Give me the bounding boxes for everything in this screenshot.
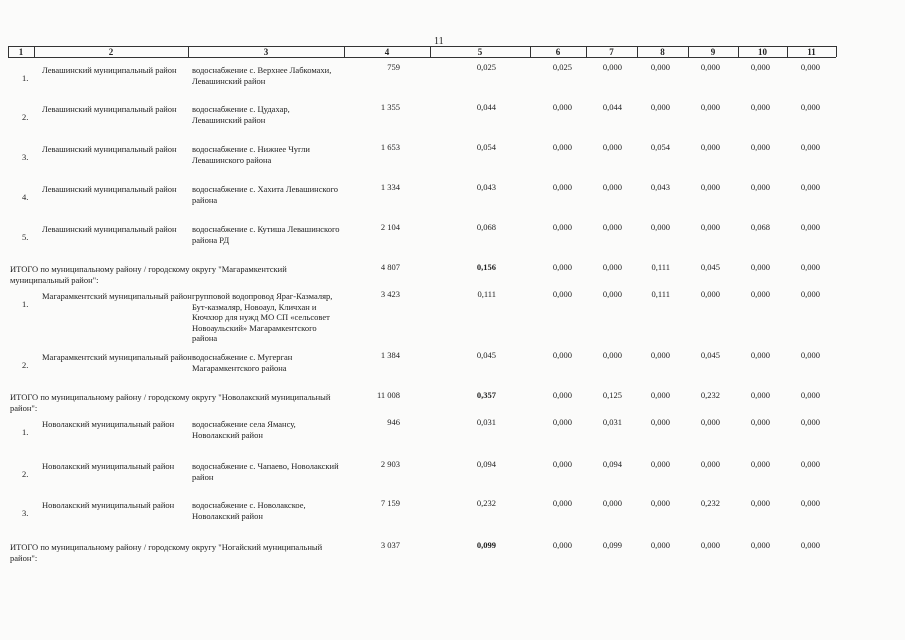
- value-cell-col8: 0,000: [650, 102, 670, 112]
- value-cell-col9: 0,000: [700, 222, 720, 232]
- value-cell-col10: 0,000: [750, 459, 770, 469]
- value-cell-col6: 0,000: [552, 182, 572, 192]
- column-header: 5: [477, 47, 483, 57]
- object-description-line: района: [192, 333, 218, 343]
- object-description-line: Магарамкентского района: [192, 362, 287, 373]
- value-cell-col8: 0,043: [650, 182, 670, 192]
- value-cell-col6: 0,000: [552, 262, 572, 272]
- value-cell-col7: 0,000: [602, 350, 622, 360]
- object-description-line: Новоаульский» Магарамкентского: [192, 322, 317, 333]
- value-cell-col9: 0,000: [700, 62, 720, 72]
- value-cell-col7: 0,000: [602, 262, 622, 272]
- district-total-label: [10, 264, 355, 285]
- district-name: Магарамкентский муниципальный район: [42, 352, 192, 362]
- value-cell-col9: 0,000: [700, 182, 720, 192]
- value-cell-col7: 0,031: [602, 417, 622, 427]
- value-cell-col5: 0,045: [476, 350, 496, 360]
- value-cell-col4: 2 903: [380, 459, 400, 469]
- row-number: 5.: [22, 232, 29, 242]
- value-cell-col9: 0,000: [700, 289, 720, 299]
- value-cell-col6: 0,000: [552, 289, 572, 299]
- value-cell-col8: 0,000: [650, 540, 670, 550]
- value-cell-col10: 0,000: [750, 182, 770, 192]
- value-cell-col11: 0,000: [800, 262, 820, 272]
- value-cell-col7: 0,000: [602, 182, 622, 192]
- value-cell-col5: 0,054: [476, 142, 496, 152]
- object-description: [192, 144, 352, 165]
- value-cell-col4: 2 104: [380, 222, 400, 232]
- value-cell-col8: 0,000: [650, 417, 670, 427]
- object-description: [192, 461, 352, 482]
- value-cell-col9: 0,232: [700, 390, 720, 400]
- value-cell-col7: 0,000: [602, 289, 622, 299]
- value-cell-col11: 0,000: [800, 62, 820, 72]
- object-description-line: водоснабжение с. Верхнее Лабкомахи,: [192, 65, 332, 75]
- object-description-line: водоснабжение с. Чапаево, Новолакский: [192, 461, 339, 471]
- column-header: 3: [263, 47, 269, 57]
- value-cell-col7: 0,125: [602, 390, 622, 400]
- value-cell-col8: 0,000: [650, 222, 670, 232]
- object-description-line: водоснабжение с. Новолакское,: [192, 500, 306, 510]
- value-cell-col11: 0,000: [800, 417, 820, 427]
- value-cell-col7: 0,000: [602, 62, 622, 72]
- value-cell-col9: 0,045: [700, 262, 720, 272]
- value-cell-col8: 0,000: [650, 498, 670, 508]
- row-number: 2.: [22, 360, 29, 370]
- object-description: [192, 352, 352, 373]
- object-description-line: Новолакский район: [192, 429, 263, 440]
- value-cell-col6: 0,000: [552, 459, 572, 469]
- value-cell-col4: 1 384: [380, 350, 400, 360]
- value-cell-col6: 0,000: [552, 498, 572, 508]
- value-cell-col5: 0,094: [476, 459, 496, 469]
- district-name: Левашинский муниципальный район: [42, 104, 177, 114]
- column-header: 2: [108, 47, 114, 57]
- value-cell-col11: 0,000: [800, 498, 820, 508]
- value-cell-col5: 0,111: [477, 289, 496, 299]
- district-total-label: [10, 392, 355, 413]
- object-description: [192, 104, 352, 125]
- row-number: 2.: [22, 469, 29, 479]
- value-cell-col7: 0,000: [602, 498, 622, 508]
- value-cell-col10: 0,000: [750, 262, 770, 272]
- district-name: Левашинский муниципальный район: [42, 224, 177, 234]
- value-cell-col11: 0,000: [800, 390, 820, 400]
- value-cell-col8: 0,000: [650, 350, 670, 360]
- object-description-line: района РД: [192, 234, 230, 245]
- value-cell-col5: 0,099: [476, 540, 496, 550]
- object-description-line: водоснабжение с. Цудахар,: [192, 104, 290, 114]
- district-name: Новолакский муниципальный район: [42, 461, 175, 471]
- district-name: Левашинский муниципальный район: [42, 65, 177, 75]
- row-number: 3.: [22, 508, 29, 518]
- value-cell-col4: 1 334: [380, 182, 400, 192]
- value-cell-col5: 0,156: [476, 262, 496, 272]
- value-cell-col4: 7 159: [380, 498, 400, 508]
- object-description: [192, 65, 352, 86]
- district-name: Левашинский муниципальный район: [42, 184, 177, 194]
- column-header: 9: [710, 47, 716, 57]
- value-cell-col5: 0,068: [476, 222, 496, 232]
- value-cell-col10: 0,000: [750, 417, 770, 427]
- value-cell-col11: 0,000: [800, 142, 820, 152]
- object-description-line: водоснабжение с. Мугерган: [192, 352, 293, 362]
- value-cell-col11: 0,000: [800, 459, 820, 469]
- object-description-line: водоснабжение с. Нижнее Чугли: [192, 144, 310, 154]
- column-header: 1: [18, 47, 24, 57]
- object-description-line: водоснабжение села Ямансу,: [192, 419, 296, 429]
- row-number: 4.: [22, 192, 29, 202]
- value-cell-col10: 0,068: [750, 222, 770, 232]
- value-cell-col5: 0,031: [476, 417, 496, 427]
- value-cell-col9: 0,000: [700, 417, 720, 427]
- row-number: 1.: [22, 73, 29, 83]
- column-header: 8: [660, 47, 665, 57]
- value-cell-col4: 759: [387, 62, 400, 72]
- value-cell-col4: 1 653: [380, 142, 400, 152]
- object-description: [192, 184, 352, 205]
- value-cell-col8: 0,000: [650, 459, 670, 469]
- value-cell-col10: 0,000: [750, 62, 770, 72]
- value-cell-col4: 11 008: [376, 390, 400, 400]
- value-cell-col6: 0,000: [552, 540, 572, 550]
- district-total-label-line: район":: [10, 552, 38, 563]
- object-description-line: район: [192, 471, 214, 482]
- value-cell-col6: 0,000: [552, 102, 572, 112]
- object-description: [192, 291, 352, 344]
- page-number: 11: [434, 36, 444, 47]
- value-cell-col11: 0,000: [800, 540, 820, 550]
- value-cell-col8: 0,054: [650, 142, 670, 152]
- value-cell-col9: 0,000: [700, 102, 720, 112]
- value-cell-col6: 0,000: [552, 142, 572, 152]
- value-cell-col5: 0,043: [476, 182, 496, 192]
- value-cell-col11: 0,000: [800, 102, 820, 112]
- value-cell-col8: 0,111: [651, 262, 670, 272]
- column-header: 10: [758, 47, 767, 57]
- value-cell-col10: 0,000: [750, 102, 770, 112]
- object-description-line: Новолакский район: [192, 510, 263, 521]
- value-cell-col6: 0,025: [552, 62, 572, 72]
- value-cell-col8: 0,111: [651, 289, 670, 299]
- value-cell-col5: 0,232: [476, 498, 496, 508]
- district-total-label: [10, 542, 355, 563]
- value-cell-col4: 3 423: [380, 289, 400, 299]
- value-cell-col7: 0,000: [602, 222, 622, 232]
- value-cell-col7: 0,094: [602, 459, 622, 469]
- value-cell-col10: 0,000: [750, 498, 770, 508]
- value-cell-col8: 0,000: [650, 390, 670, 400]
- value-cell-col11: 0,000: [800, 182, 820, 192]
- district-name: Магарамкентский муниципальный район: [42, 291, 192, 301]
- value-cell-col4: 946: [387, 417, 400, 427]
- value-cell-col10: 0,000: [750, 350, 770, 360]
- header-column-divider: [836, 46, 837, 57]
- value-cell-col7: 0,099: [602, 540, 622, 550]
- value-cell-col8: 0,000: [650, 62, 670, 72]
- value-cell-col9: 0,000: [700, 540, 720, 550]
- district-total-label-line: ИТОГО по муниципальному району / городскому округу "Ногайский муниципальный: [10, 542, 323, 552]
- object-description-line: Левашинский район: [192, 114, 266, 125]
- value-cell-col10: 0,000: [750, 142, 770, 152]
- value-cell-col5: 0,025: [476, 62, 496, 72]
- value-cell-col4: 1 355: [380, 102, 400, 112]
- column-header: 11: [807, 47, 816, 57]
- district-name: Новолакский муниципальный район: [42, 500, 175, 510]
- district-name: Левашинский муниципальный район: [42, 144, 177, 154]
- district-total-label-line: муниципальный район":: [10, 274, 99, 285]
- value-cell-col6: 0,000: [552, 222, 572, 232]
- district-total-label-line: район":: [10, 402, 38, 413]
- object-description-line: водоснабжение с. Хахита Левашинского: [192, 184, 338, 194]
- value-cell-col11: 0,000: [800, 350, 820, 360]
- value-cell-col9: 0,045: [700, 350, 720, 360]
- row-number: 2.: [22, 112, 29, 122]
- value-cell-col7: 0,044: [602, 102, 622, 112]
- district-name: Новолакский муниципальный район: [42, 419, 175, 429]
- object-description-line: района: [192, 194, 218, 205]
- value-cell-col5: 0,044: [476, 102, 496, 112]
- value-cell-col5: 0,357: [476, 390, 496, 400]
- column-header: 7: [609, 47, 614, 57]
- column-header: 6: [555, 47, 561, 57]
- object-description-line: водоснабжение с. Кутиша Левашинского: [192, 224, 340, 234]
- value-cell-col11: 0,000: [800, 222, 820, 232]
- value-cell-col4: 3 037: [380, 540, 400, 550]
- value-cell-col10: 0,000: [750, 540, 770, 550]
- object-description-line: Левашинский район: [192, 75, 266, 86]
- column-header: 4: [384, 47, 390, 57]
- value-cell-col11: 0,000: [800, 289, 820, 299]
- object-description: [192, 419, 352, 440]
- value-cell-col9: 0,000: [700, 459, 720, 469]
- value-cell-col9: 0,232: [700, 498, 720, 508]
- value-cell-col9: 0,000: [700, 142, 720, 152]
- header-bottom-rule: [8, 57, 836, 58]
- row-number: 3.: [22, 152, 29, 162]
- value-cell-col10: 0,000: [750, 390, 770, 400]
- object-description: [192, 224, 352, 245]
- object-description-line: Кючхюр для нужд МО СП «сельсовет: [192, 312, 330, 322]
- object-description-line: Бут-казмаляр, Новоаул, Кличхан и: [192, 301, 317, 312]
- district-total-label-line: ИТОГО по муниципальному району / городскому округу "Новолакский муниципальный: [10, 392, 331, 402]
- value-cell-col4: 4 807: [380, 262, 400, 272]
- value-cell-col6: 0,000: [552, 417, 572, 427]
- object-description-line: Левашинского района: [192, 154, 272, 165]
- row-number: 1.: [22, 299, 29, 309]
- row-number: 1.: [22, 427, 29, 437]
- value-cell-col7: 0,000: [602, 142, 622, 152]
- object-description-line: групповой водопровод Яраг-Казмаляр,: [192, 291, 333, 301]
- value-cell-col6: 0,000: [552, 350, 572, 360]
- value-cell-col6: 0,000: [552, 390, 572, 400]
- object-description: [192, 500, 352, 521]
- value-cell-col10: 0,000: [750, 289, 770, 299]
- district-total-label-line: ИТОГО по муниципальному району / городскому округу "Магарамкентский: [10, 264, 287, 274]
